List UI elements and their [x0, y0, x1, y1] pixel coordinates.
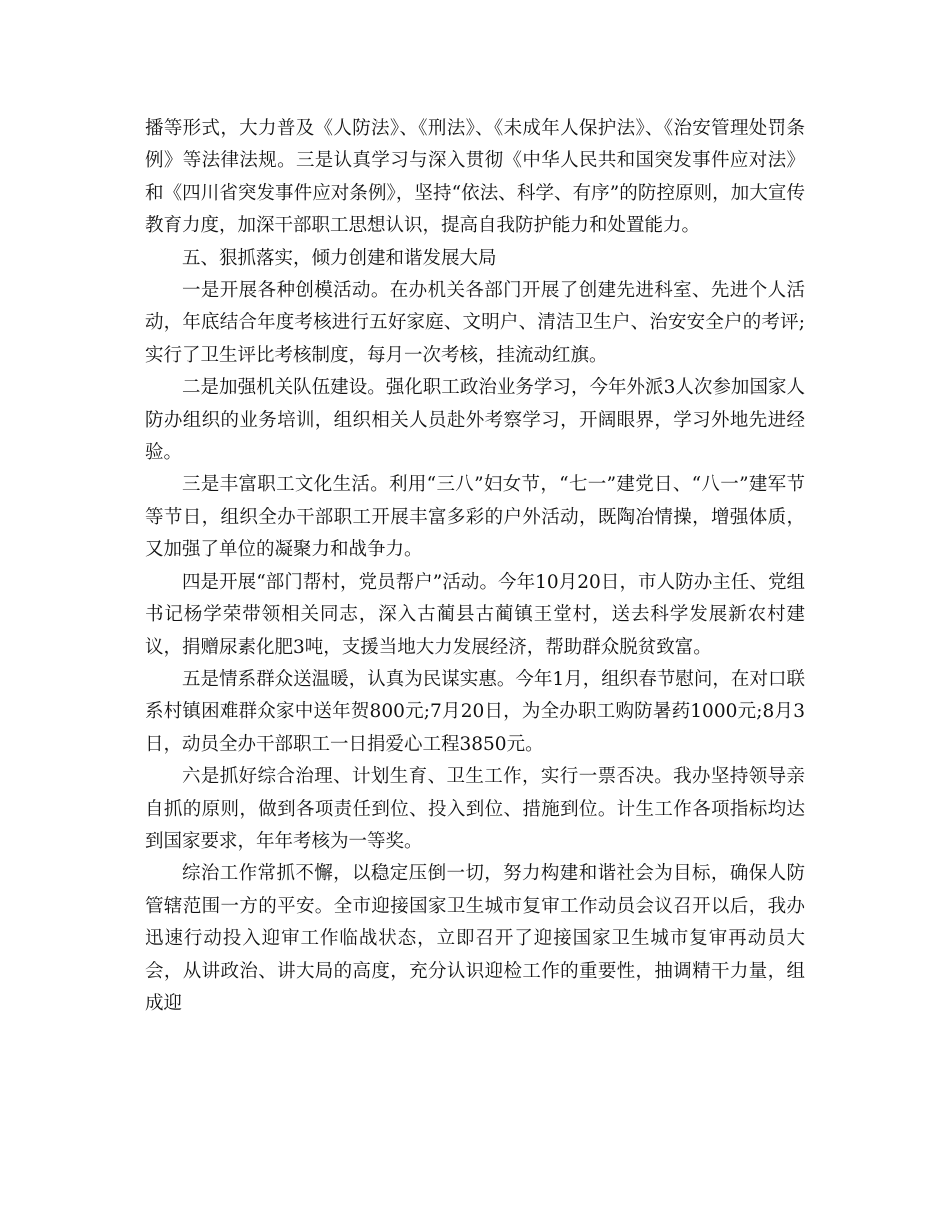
- paragraph-item-5: 五是情系群众送温暖，认真为民谋实惠。今年1月，组织春节慰问，在对口联系村镇困难群众家中送年贺800元;7月20日，为全办职工购防暑药1000元;8月3日，动员全办干部职工一日捐爱心工程3850元。: [145, 668, 805, 755]
- paragraph-item-4: 四是开展“部门帮村，党员帮户”活动。今年10月20日，市人防办主任、党组书记杨学荣带领相关同志，深入古蔺县古蔺镇王堂村，送去科学发展新农村建议，捐赠尿素化肥3吨，支援当地大力发展经济，帮助群众脱贫致富。: [145, 571, 805, 658]
- document-body: [145, 113, 805, 1020]
- paragraph-item-6: 六是抓好综合治理、计划生育、卫生工作，实行一票否决。我办坚持领导亲自抓的原则，做到各项责任到位、投入到位、措施到位。计生工作各项指标均达到国家要求，年年考核为一等奖。: [145, 766, 805, 852]
- paragraph-item-2: 二是加强机关队伍建设。强化职工政治业务学习，今年外派3人次参加国家人防办组织的业务培训，组织相关人员赴外考察学习，开阔眼界，学习外地先进经验。: [145, 377, 805, 464]
- paragraph-continuation: 播等形式，大力普及《人防法》、《刑法》、《未成年人保护法》、《治安管理处罚条例》等法律法规。三是认真学习与深入贯彻《中华人民共和国突发事件应对法》和《四川省突发事件应对条例》，坚持“依法、科学、有序”的防控原则，加大宣传教育力度，加深干部职工思想认识，提高自我防护能力和处置能力。: [145, 118, 805, 237]
- paragraph-comprehensive-governance: 综治工作常抓不懈，以稳定压倒一切，努力构建和谐社会为目标，确保人防管辖范围一方的平安。全市迎接国家卫生城市复审工作动员会议召开以后，我办迅速行动投入迎审工作临战状态，立即召开了迎接国家卫生城市复审再动员大会，从讲政治、讲大局的高度，充分认识迎检工作的重要性，抽调精干力量，组成迎: [145, 863, 805, 1014]
- paragraph-item-3: 三是丰富职工文化生活。利用“三八”妇女节，“七一”建党日、“八一”建军节等节日，组织全办干部职工开展丰富多彩的户外活动，既陶冶情操，增强体质，又加强了单位的凝聚力和战争力。: [145, 474, 805, 561]
- paragraph-item-1: 一是开展各种创模活动。在办机关各部门开展了创建先进科室、先进个人活动，年底结合年度考核进行五好家庭、文明户、清洁卫生户、治安安全户的考评;实行了卫生评比考核制度，每月一次考核，挂流动红旗。: [145, 280, 805, 366]
- section-heading-5: 五、狠抓落实，倾力创建和谐发展大局: [182, 247, 497, 269]
